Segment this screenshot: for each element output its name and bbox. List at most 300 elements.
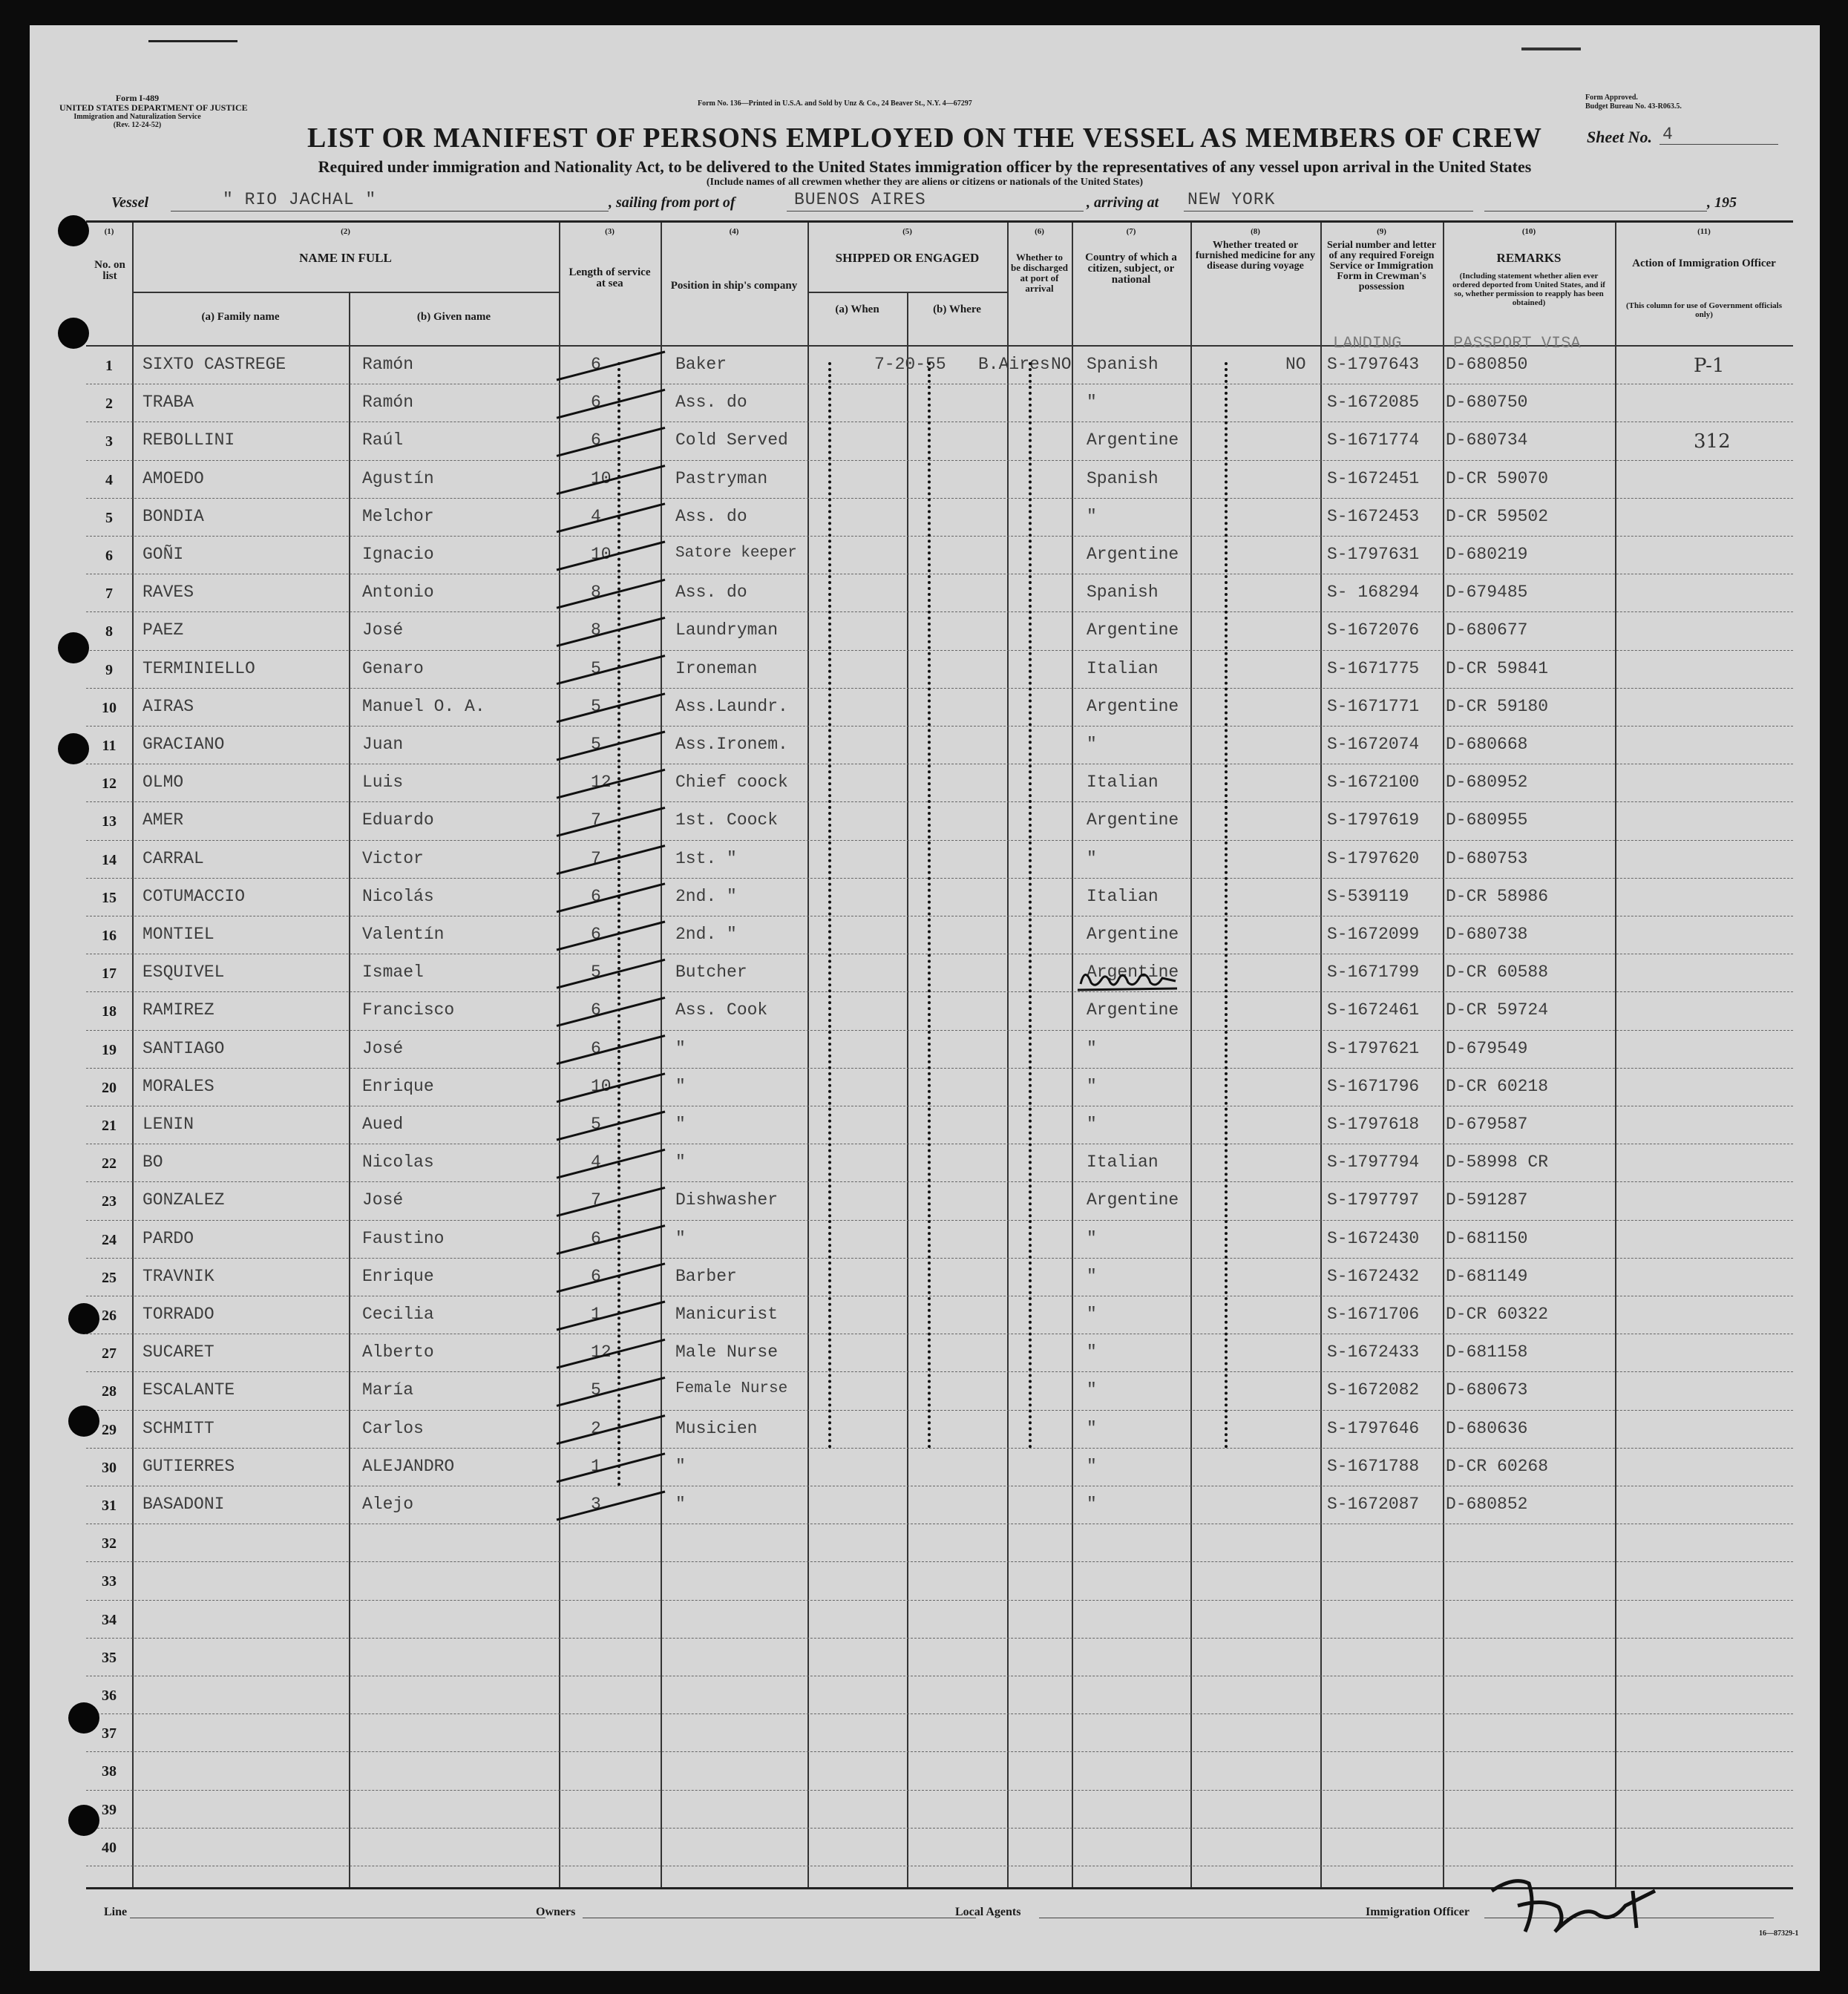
country-cell[interactable]: Argentine (1087, 1190, 1179, 1210)
position-cell[interactable]: 2nd. " (675, 886, 737, 906)
service-length-cell[interactable]: 6 (591, 393, 601, 413)
binder-hole (58, 733, 89, 764)
family-name-cell[interactable]: GOÑI (142, 545, 184, 564)
serial-number-cell[interactable]: S-1671774 (1327, 430, 1420, 450)
serial-number-cell[interactable]: S-1672100 (1327, 773, 1420, 793)
header-no-on-list: No. on list (94, 259, 125, 282)
position-cell[interactable]: " (675, 1228, 686, 1248)
remarks-cell[interactable]: D-CR 59180 (1446, 696, 1549, 716)
serial-number-cell[interactable]: S-1672453 (1327, 506, 1420, 526)
given-name-cell[interactable]: Melchor (362, 506, 434, 526)
serial-number-cell[interactable]: S-1671706 (1327, 1305, 1420, 1324)
row-number: 2 (105, 396, 113, 413)
serial-number-cell[interactable]: S-1672076 (1327, 620, 1420, 640)
row-rule (86, 1181, 1793, 1182)
serial-number-cell[interactable]: S-1672082 (1327, 1380, 1420, 1400)
position-cell[interactable]: Butcher (675, 962, 747, 983)
given-name-cell[interactable]: José (362, 1038, 404, 1058)
serial-number-cell[interactable]: S-1797631 (1327, 545, 1420, 564)
service-length-cell[interactable]: 6 (591, 886, 601, 906)
family-name-cell[interactable]: SIXTO CASTREGE (142, 355, 286, 374)
country-cell[interactable]: " (1087, 1305, 1097, 1324)
country-cell[interactable]: Spanish (1087, 468, 1159, 488)
family-name-cell[interactable]: PAEZ (142, 620, 184, 640)
serial-number-cell[interactable]: S-1797619 (1327, 810, 1420, 830)
table-row (86, 1183, 1793, 1221)
row-number: 27 (102, 1345, 117, 1362)
family-name-cell[interactable]: LENIN (142, 1115, 194, 1134)
row-number: 33 (102, 1573, 117, 1590)
service-length-cell[interactable]: 7 (591, 1190, 601, 1210)
service-length-cell[interactable]: 5 (591, 1380, 601, 1400)
family-name-cell[interactable]: AMOEDO (142, 468, 204, 488)
family-name-cell[interactable]: MONTIEL (142, 925, 214, 944)
service-length-cell[interactable]: 10 (591, 1076, 612, 1096)
country-cell[interactable]: " (1087, 1495, 1097, 1514)
country-cell[interactable]: Italian (1087, 658, 1159, 678)
country-cell[interactable]: " (1087, 393, 1097, 413)
family-name-cell[interactable]: BO (142, 1152, 163, 1173)
position-cell[interactable]: 2nd. " (675, 925, 737, 944)
serial-number-cell[interactable]: S-1671775 (1327, 658, 1420, 678)
col-number: (11) (1697, 227, 1711, 236)
shipped-when-cell[interactable]: 7-20-55 (874, 355, 946, 374)
name-sub-rule (132, 292, 559, 293)
remarks-cell[interactable]: D-681149 (1446, 1266, 1528, 1286)
country-cell[interactable]: Argentine (1087, 1000, 1179, 1020)
service-length-cell[interactable]: 6 (591, 1266, 601, 1286)
country-cell[interactable]: " (1087, 735, 1097, 754)
row-rule (86, 801, 1793, 802)
given-name-cell[interactable]: Ismael (362, 962, 424, 983)
remarks-cell[interactable]: D-680636 (1446, 1418, 1528, 1438)
service-length-cell[interactable]: 12 (591, 1342, 612, 1362)
row-number: 11 (102, 738, 117, 754)
row-number: 34 (102, 1611, 117, 1628)
position-cell[interactable]: " (675, 1152, 686, 1173)
country-cell[interactable]: " (1087, 1228, 1097, 1248)
given-name-cell[interactable]: ALEJANDRO (362, 1456, 455, 1476)
family-name-cell[interactable]: CARRAL (142, 848, 204, 868)
given-name-cell[interactable]: Luis (362, 773, 404, 793)
row-number: 30 (102, 1459, 117, 1476)
remarks-cell[interactable]: D-680738 (1446, 925, 1528, 944)
department: UNITED STATES DEPARTMENT OF JUSTICE (59, 102, 248, 113)
col-number: (4) (729, 227, 739, 236)
family-name-cell[interactable]: REBOLLINI (142, 430, 235, 450)
serial-number-cell[interactable]: S-1672099 (1327, 925, 1420, 944)
serial-number-cell[interactable]: S-539119 (1327, 886, 1409, 906)
service-length-cell[interactable]: 8 (591, 583, 601, 603)
tick-mark (557, 1492, 665, 1520)
header-length-of-service: Length of service at sea (569, 266, 651, 289)
given-name-cell[interactable]: Nicolas (362, 1152, 434, 1173)
action-cell[interactable]: P-1 (1694, 355, 1725, 377)
remarks-cell[interactable]: D-680750 (1446, 393, 1528, 413)
family-name-cell[interactable]: RAVES (142, 583, 194, 603)
serial-number-cell[interactable]: S-1671799 (1327, 962, 1420, 983)
position-cell[interactable]: Ironeman (675, 658, 758, 678)
year-label: , 195 (1707, 194, 1737, 211)
footer-owners-label: Owners (536, 1906, 576, 1918)
given-name-cell[interactable]: Ramón (362, 393, 414, 413)
given-name-cell[interactable]: Nicolás (362, 886, 434, 906)
family-name-cell[interactable]: GRACIANO (142, 735, 225, 754)
remarks-cell[interactable]: D-680753 (1446, 848, 1528, 868)
position-cell[interactable]: Male Nurse (675, 1342, 779, 1362)
country-cell[interactable]: Argentine (1087, 430, 1179, 450)
position-cell[interactable]: 1st. " (675, 848, 737, 868)
service-length-cell[interactable]: 4 (591, 506, 601, 526)
country-cell[interactable]: " (1087, 1418, 1097, 1438)
serial-number-cell[interactable]: S-1797621 (1327, 1038, 1420, 1058)
remarks-cell[interactable]: D-680852 (1446, 1495, 1528, 1514)
remarks-cell[interactable]: D-CR 60588 (1446, 962, 1549, 983)
service-length-cell[interactable]: 5 (591, 658, 601, 678)
family-name-cell[interactable]: GONZALEZ (142, 1190, 225, 1210)
given-name-cell[interactable]: Aued (362, 1115, 404, 1134)
family-name-cell[interactable]: ESQUIVEL (142, 962, 225, 983)
family-name-cell[interactable]: AIRAS (142, 696, 194, 716)
serial-number-cell[interactable]: S-1672085 (1327, 393, 1420, 413)
country-cell[interactable]: Spanish (1087, 583, 1159, 603)
service-length-cell[interactable]: 7 (591, 810, 601, 830)
given-name-cell[interactable]: José (362, 1190, 404, 1210)
given-name-cell[interactable]: Antonio (362, 583, 434, 603)
service-tick-marks (554, 347, 672, 1555)
remarks-cell[interactable]: D-681158 (1446, 1342, 1528, 1362)
given-name-cell[interactable]: Ramón (362, 355, 414, 374)
row-rule (86, 840, 1793, 841)
country-cell[interactable]: " (1087, 1076, 1097, 1096)
form-id: Form I-489 (115, 93, 160, 103)
position-cell[interactable]: Ass. do (675, 393, 747, 413)
remarks-cell[interactable]: D-591287 (1446, 1190, 1528, 1210)
position-cell[interactable]: " (675, 1495, 686, 1514)
position-cell[interactable]: Ass. do (675, 506, 747, 526)
row-rule (86, 1410, 1793, 1411)
country-cell[interactable]: " (1087, 1038, 1097, 1058)
given-name-cell[interactable]: Valentín (362, 925, 445, 944)
serial-number-cell[interactable]: S-1672074 (1327, 735, 1420, 754)
remarks-cell[interactable]: D-680955 (1446, 810, 1528, 830)
given-name-cell[interactable]: Enrique (362, 1266, 434, 1286)
remarks-cell[interactable]: D-CR 60322 (1446, 1305, 1549, 1324)
remarks-cell[interactable]: D-679549 (1446, 1038, 1528, 1058)
binder-hole (68, 1303, 99, 1334)
service-length-cell[interactable]: 6 (591, 430, 601, 450)
header-family-name: (a) Family name (201, 311, 280, 323)
position-cell[interactable]: Barber (675, 1266, 737, 1286)
country-cell[interactable]: Argentine (1087, 696, 1179, 716)
serial-number-cell[interactable]: S-1672087 (1327, 1495, 1420, 1514)
position-cell[interactable]: " (675, 1076, 686, 1096)
shipped-sub-rule (807, 292, 1007, 293)
remarks-cell[interactable]: D-680219 (1446, 545, 1528, 564)
given-name-cell[interactable]: Agustín (362, 468, 434, 488)
service-length-cell[interactable]: 10 (591, 468, 612, 488)
given-name-cell[interactable]: José (362, 620, 404, 640)
family-name-cell[interactable]: GUTIERRES (142, 1456, 235, 1476)
service-length-cell[interactable]: 6 (591, 925, 601, 944)
serial-number-cell[interactable]: S-1672461 (1327, 1000, 1420, 1020)
position-cell[interactable]: " (675, 1038, 686, 1058)
given-name-cell[interactable]: Alberto (362, 1342, 434, 1362)
row-rule (86, 726, 1793, 727)
table-row (86, 1525, 1793, 1563)
country-cell[interactable]: Argentine (1087, 925, 1179, 944)
family-name-cell[interactable]: AMER (142, 810, 184, 830)
row-rule (86, 650, 1793, 651)
service-length-cell[interactable]: 6 (591, 1228, 601, 1248)
family-name-cell[interactable]: MORALES (142, 1076, 214, 1096)
service-length-cell[interactable]: 6 (591, 1038, 601, 1058)
given-name-cell[interactable]: Ignacio (362, 545, 434, 564)
binder-hole (68, 1406, 99, 1437)
country-cell[interactable]: Spanish (1087, 355, 1159, 374)
country-cell[interactable]: " (1087, 1266, 1097, 1286)
service-length-cell[interactable]: 7 (591, 848, 601, 868)
serial-number-cell[interactable]: S- 168294 (1327, 583, 1420, 603)
col-number: (2) (341, 227, 350, 236)
serial-number-cell[interactable]: S-1671796 (1327, 1076, 1420, 1096)
serial-number-cell[interactable]: S-1672433 (1327, 1342, 1420, 1362)
row-number: 29 (102, 1421, 117, 1438)
remarks-cell[interactable]: D-CR 59502 (1446, 506, 1549, 526)
given-name-cell[interactable]: Cecilia (362, 1305, 434, 1324)
given-name-cell[interactable]: Enrique (362, 1076, 434, 1096)
position-cell[interactable]: Dishwasher (675, 1190, 779, 1210)
remarks-cell[interactable]: D-679485 (1446, 583, 1528, 603)
remarks-cell[interactable]: D-CR 58986 (1446, 886, 1549, 906)
serial-number-cell[interactable]: S-1672432 (1327, 1266, 1420, 1286)
given-name-cell[interactable]: Manuel O. A. (362, 696, 485, 716)
given-name-cell[interactable]: Eduardo (362, 810, 434, 830)
country-cell[interactable]: " (1087, 1342, 1097, 1362)
table-row (86, 613, 1793, 651)
table-row (86, 955, 1793, 993)
serial-number-cell[interactable]: S-1797794 (1327, 1152, 1420, 1173)
service-length-cell[interactable]: 1 (591, 1305, 601, 1324)
serial-number-cell[interactable]: S-1671771 (1327, 696, 1420, 716)
remarks-cell[interactable]: D-CR 59841 (1446, 658, 1549, 678)
given-name-cell[interactable]: Alejo (362, 1495, 414, 1514)
position-cell[interactable]: Ass. do (675, 583, 747, 603)
country-cell[interactable]: Italian (1087, 773, 1159, 793)
ditto-mark (928, 362, 931, 1449)
remarks-cell[interactable]: D-CR 60218 (1446, 1076, 1549, 1096)
country-cell[interactable]: Argentine (1087, 545, 1179, 564)
remarks-cell[interactable]: D-58998 CR (1446, 1152, 1549, 1173)
service-length-cell[interactable]: 6 (591, 355, 601, 374)
remarks-cell[interactable]: D-681150 (1446, 1228, 1528, 1248)
serial-number-cell[interactable]: S-1672451 (1327, 468, 1420, 488)
serial-number-cell[interactable]: S-1797643 (1327, 355, 1420, 374)
service-length-cell[interactable]: 8 (591, 620, 601, 640)
position-cell[interactable]: Laundryman (675, 620, 779, 640)
tick-mark (557, 466, 665, 494)
row-number: 28 (102, 1383, 117, 1400)
tick-mark (557, 770, 665, 798)
serial-number-cell[interactable]: S-1672430 (1327, 1228, 1420, 1248)
serial-number-cell[interactable]: S-1797646 (1327, 1418, 1420, 1438)
given-name-cell[interactable]: Faustino (362, 1228, 445, 1248)
form-code: 16—87329-1 (1759, 1929, 1799, 1938)
family-name-cell[interactable]: SUCARET (142, 1342, 214, 1362)
tick-mark (557, 1339, 665, 1368)
serial-number-cell[interactable]: S-1797620 (1327, 848, 1420, 868)
family-name-cell[interactable]: SANTIAGO (142, 1038, 225, 1058)
table-row (86, 575, 1793, 613)
family-name-cell[interactable]: OLMO (142, 773, 184, 793)
position-cell[interactable]: Ass.Ironem. (675, 735, 788, 754)
family-name-cell[interactable]: RAMIREZ (142, 1000, 214, 1020)
country-cell[interactable]: Italian (1087, 1152, 1159, 1173)
col-number: (3) (605, 227, 615, 236)
given-name-cell[interactable]: Genaro (362, 658, 424, 678)
remarks-cell[interactable]: D-CR 60268 (1446, 1456, 1549, 1476)
row-number: 20 (102, 1079, 117, 1096)
service-length-cell[interactable]: 1 (591, 1456, 601, 1476)
position-cell[interactable]: 1st. Coock (675, 810, 779, 830)
officer-signature (1484, 1861, 1677, 1943)
table-row (86, 652, 1793, 689)
remarks-cell[interactable]: D-679587 (1446, 1115, 1528, 1134)
service-length-cell[interactable]: 4 (591, 1152, 601, 1173)
shipped-where-cell[interactable]: B.Aires (978, 355, 1050, 374)
family-name-cell[interactable]: COTUMACCIO (142, 886, 246, 906)
country-cell[interactable]: " (1087, 1380, 1097, 1400)
tick-mark (557, 656, 665, 684)
remarks-cell[interactable]: D-680734 (1446, 430, 1528, 450)
service-length-cell[interactable]: 5 (591, 735, 601, 754)
country-cell[interactable]: Italian (1087, 886, 1159, 906)
tick-mark (557, 542, 665, 570)
country-cell[interactable]: " (1087, 848, 1097, 868)
serial-number-cell[interactable]: S-1797797 (1327, 1190, 1420, 1210)
country-cell[interactable]: Argentine (1087, 810, 1179, 830)
table-row (86, 423, 1793, 461)
crew-table (86, 220, 1793, 1889)
sheet-underline (1659, 144, 1778, 145)
tick-mark (557, 1454, 665, 1482)
country-cell[interactable]: Argentine (1087, 962, 1179, 983)
row-rule (86, 1448, 1793, 1449)
binder-hole (58, 215, 89, 246)
header-position: Position in ship's company (670, 280, 798, 292)
service-length-cell[interactable]: 10 (591, 545, 612, 564)
remarks-cell[interactable]: D-680673 (1446, 1380, 1528, 1400)
col-number: (1) (104, 227, 114, 236)
remarks-cell[interactable]: D-680952 (1446, 773, 1528, 793)
position-cell[interactable]: Baker (675, 355, 727, 374)
sheet-number[interactable]: 4 (1662, 125, 1674, 144)
given-name-cell[interactable]: María (362, 1380, 414, 1400)
family-name-cell[interactable]: PARDO (142, 1228, 194, 1248)
service-length-cell[interactable]: 6 (591, 1000, 601, 1020)
row-number: 23 (102, 1193, 117, 1210)
row-rule (86, 1030, 1793, 1031)
family-name-cell[interactable]: SCHMITT (142, 1418, 214, 1438)
discharged-cell[interactable]: NO (1051, 355, 1072, 374)
remarks-cell[interactable]: D-CR 59070 (1446, 468, 1549, 488)
position-cell[interactable]: Manicurist (675, 1305, 779, 1324)
remarks-cell[interactable]: D-680668 (1446, 735, 1528, 754)
position-cell[interactable]: Cold Served (675, 430, 788, 450)
country-cell[interactable]: Argentine (1087, 620, 1179, 640)
row-number: 6 (105, 548, 113, 564)
given-name-cell[interactable]: Raúl (362, 430, 404, 450)
family-name-cell[interactable]: TRAVNIK (142, 1266, 214, 1286)
row-rule (86, 991, 1793, 992)
service-length-cell[interactable]: 2 (591, 1418, 601, 1438)
position-cell[interactable]: Pastryman (675, 468, 768, 488)
header-country: Country of which a citizen, subject, or national (1085, 252, 1177, 286)
service-length-cell[interactable]: 12 (591, 773, 612, 793)
position-cell[interactable]: " (675, 1456, 686, 1476)
serial-number-cell[interactable]: S-1797618 (1327, 1115, 1420, 1134)
row-number: 18 (102, 1003, 117, 1020)
medicine-cell[interactable]: NO (1285, 355, 1306, 374)
family-name-cell[interactable]: BONDIA (142, 506, 204, 526)
service-length-cell[interactable]: 3 (591, 1495, 601, 1514)
row-rule (86, 1258, 1793, 1259)
given-name-cell[interactable]: Francisco (362, 1000, 455, 1020)
serial-number-cell[interactable]: S-1671788 (1327, 1456, 1420, 1476)
family-name-cell[interactable]: TERMINIELLO (142, 658, 255, 678)
position-cell[interactable]: Chief coock (675, 773, 788, 793)
landing-stamp: LANDING (1333, 334, 1402, 352)
country-cell[interactable]: " (1087, 506, 1097, 526)
family-name-cell[interactable]: TRABA (142, 393, 194, 413)
service-length-cell[interactable]: 5 (591, 1115, 601, 1134)
given-name-cell[interactable]: Juan (362, 735, 404, 754)
tick-mark (557, 1074, 665, 1102)
position-cell[interactable]: Musicien (675, 1418, 758, 1438)
row-rule (86, 1638, 1793, 1639)
remarks-cell[interactable]: D-680850 (1446, 355, 1528, 374)
position-cell[interactable]: Satore keeper (675, 545, 797, 562)
port-of-arrival[interactable]: NEW YORK (1187, 190, 1276, 209)
position-cell[interactable]: " (675, 1115, 686, 1134)
position-cell[interactable]: Ass.Laundr. (675, 696, 788, 716)
port-of-departure[interactable]: BUENOS AIRES (794, 190, 926, 209)
remarks-cell[interactable]: D-680677 (1446, 620, 1528, 640)
family-name-cell[interactable]: TORRADO (142, 1305, 214, 1324)
table-row (86, 385, 1793, 423)
header-action-note: (This column for use of Government officials only) (1625, 301, 1782, 319)
col-number: (8) (1251, 227, 1260, 236)
table-row (86, 1373, 1793, 1411)
family-name-cell[interactable]: ESCALANTE (142, 1380, 235, 1400)
family-name-cell[interactable]: BASADONI (142, 1495, 225, 1514)
given-name-cell[interactable]: Victor (362, 848, 424, 868)
position-cell[interactable]: Ass. Cook (675, 1000, 768, 1020)
vessel-name[interactable]: " RIO JACHAL " (223, 190, 377, 209)
action-cell[interactable]: 312 (1694, 430, 1731, 453)
tick-mark (557, 1377, 665, 1406)
service-length-cell[interactable]: 5 (591, 962, 601, 983)
given-name-cell[interactable]: Carlos (362, 1418, 424, 1438)
country-cell[interactable]: " (1087, 1456, 1097, 1476)
form-revision: (Rev. 12-24-52) (113, 121, 162, 129)
tick-mark (557, 846, 665, 874)
remarks-cell[interactable]: D-CR 59724 (1446, 1000, 1549, 1020)
service-length-cell[interactable]: 5 (591, 696, 601, 716)
country-cell[interactable]: " (1087, 1115, 1097, 1134)
table-row (86, 1487, 1793, 1525)
position-cell[interactable]: Female Nurse (675, 1380, 788, 1398)
